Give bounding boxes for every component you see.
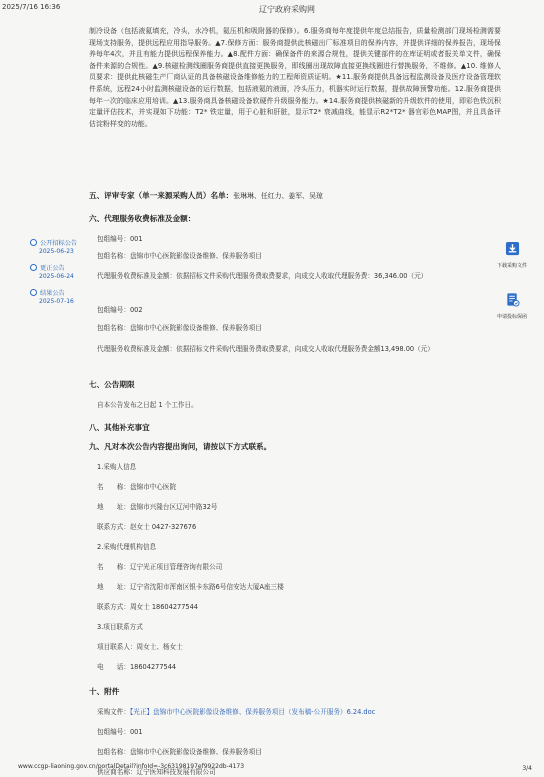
print-header-site: 辽宁政府采购网 bbox=[259, 5, 315, 14]
section-9-title: 九、凡对本次公告内容提出询问，请按以下方式联系。 bbox=[89, 442, 272, 451]
timeline-label[interactable]: 更正公告 bbox=[40, 265, 65, 272]
timeline-item[interactable] bbox=[30, 288, 100, 305]
package-1-name: 包组名称：盘锦市中心医院影像设备维修、保养服务项目 bbox=[97, 252, 262, 260]
agency-contact: 联系方式：周女士 18604277544 bbox=[97, 603, 198, 611]
attachment-file-link[interactable]: 【光正】盘锦市中心医院影像设备维修、保养服务项目（发布稿-公开服务）6.24.doc bbox=[129, 708, 376, 716]
attachment-prefix: 采购文件： bbox=[97, 708, 130, 716]
project-contacts: 项目联系人：周女士、杨女士 bbox=[97, 643, 183, 651]
project-phone: 电 话：18604277544 bbox=[97, 663, 177, 671]
section-7-title: 七、公告期限 bbox=[89, 380, 135, 389]
section-5-title bbox=[89, 190, 501, 201]
section-6-title: 六、代理服务收费标准及金额： bbox=[89, 214, 196, 223]
supplier-name: 供应商名称：辽宁医知科技发展有限公司 bbox=[97, 768, 216, 776]
notice-period-text: 自本公告发布之日起 1 个工作日。 bbox=[97, 401, 198, 409]
timeline-dot-icon bbox=[30, 264, 37, 271]
print-footer-page: 3/4 bbox=[522, 765, 532, 772]
announcement-timeline bbox=[30, 238, 100, 313]
timeline-label[interactable]: 结果公告 bbox=[40, 290, 65, 297]
attachment-package-name: 包组名称：盘锦市中心医院影像设备维修、保养服务项目 bbox=[97, 748, 262, 756]
package-2-code: 包组编号：002 bbox=[97, 306, 143, 314]
agency-name: 名 称：辽宁光正项目管理咨询有限公司 bbox=[97, 563, 223, 571]
section-5-heading: 五、评审专家（单一来源采购人员）名单： bbox=[89, 191, 234, 200]
purchaser-address: 地 址：盘锦市兴隆台区辽河中路32号 bbox=[97, 503, 218, 511]
timeline-dot-icon bbox=[30, 289, 37, 296]
purchaser-contact: 联系方式：赵女士 0427-327676 bbox=[97, 523, 197, 531]
print-header-datetime: 2025/7/16 16:36 bbox=[2, 3, 61, 11]
package-1-fee: 代理服务收费标准及金额：依据招标文件采购代理服务费取费要求，向成交人收取代理服务费：36,346.00（元） bbox=[97, 272, 428, 280]
timeline-dot-icon bbox=[30, 239, 37, 246]
package-1-code: 包组编号：001 bbox=[97, 235, 143, 243]
agency-info-title: 2.采购代理机构信息 bbox=[97, 543, 157, 551]
purchaser-info-title: 1.采购人信息 bbox=[97, 463, 137, 471]
timeline-date: 2025-07-16 bbox=[39, 298, 74, 305]
package-2-name: 包组名称：盘锦市中心医院影像设备维修、保养服务项目 bbox=[97, 324, 262, 332]
purchaser-name: 名 称：盘锦市中心医院 bbox=[97, 483, 177, 491]
timeline-date: 2025-06-23 bbox=[39, 248, 74, 255]
section-8-title: 八、其他补充事宜 bbox=[89, 423, 150, 432]
service-requirements-paragraph: 制冷设备（包括液氦填充，冷头，水冷机，氦压机和吸附器的保修）。6.服务商每年度提供年度总结报告，质量检测部门现场检测需要现场支持服务，提供远程应用指导服务。▲7.保修方面：服务商提供此核磁出厂标准项目的保养内容，并提供详细的保养报告，现场保养每年4次，并且有能力提供远程保养能力。▲8.配件方面：确保备件的来源合规性，提供关键部件的在库证明或者报关单文件，确保备件来源的合规性。▲9.核磁检测线圈服务商提供直接更换服务，即线圈出现故障直接更换线圈进行替换服务，不维修。▲10. 维修人员要求：提供此核磁生产厂商认证的具备核磁设备维修能力的工程师资质证明。★11.服务商提供具备远程监测设备及医疗设备管理软件系统，远程24小时监测核磁设备的运行数据，包括液氦的液面，冷头压力，机器实时运行数据，提供故障预警功能。12.服务商提供每年一次的临床应用培训。▲13.服务商具备核磁设备软硬件升级服务能力。★14.服务商提供核磁新的升级软件的使用，即彩色铁沉积定量评估技术，并实现如下功能：T2* 铁定量，用于心脏和肝脏，显示T2* 衰减曲线，能显示R2*T2* 器官彩色MAP图，并且具备评估淀粉样变的功能。 bbox=[89, 27, 501, 128]
agency-address: 地 址：辽宁省沈阳市浑南区银卡东路6号信安达大厦A座三楼 bbox=[97, 583, 284, 591]
timeline-item[interactable] bbox=[30, 263, 100, 280]
download-icon bbox=[505, 241, 520, 256]
project-contact-title: 3.项目联系方式 bbox=[97, 623, 143, 631]
download-docs-label: 下载采购文件 bbox=[496, 263, 527, 269]
document-guarantee-icon bbox=[505, 292, 520, 307]
timeline-date: 2025-06-24 bbox=[39, 273, 74, 280]
apply-guarantee-label: 申请投标保函 bbox=[496, 314, 527, 320]
print-footer-url: www.ccgp-liaoning.gov.cn/portalDetail?infoId=-3c63198197ef9922db-4173 bbox=[18, 763, 245, 770]
timeline-label[interactable]: 公开招标公告 bbox=[40, 240, 78, 247]
timeline-item[interactable] bbox=[30, 238, 100, 255]
expert-names: 张琳琳、任红力、姜军、吴琼 bbox=[233, 192, 323, 200]
attachment-package-code: 包组编号：001 bbox=[97, 728, 143, 736]
attachment-row bbox=[97, 707, 501, 717]
section-10-title: 十、附件 bbox=[89, 687, 120, 696]
package-2-fee: 代理服务收费标准及金额：依据招标文件采购代理服务费取费要求，向成交人收取代理服务费金额13,498.00（元） bbox=[97, 345, 434, 353]
